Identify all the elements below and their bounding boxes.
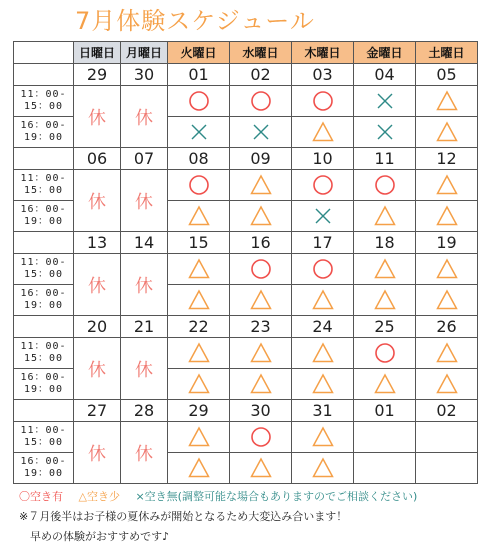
time-slot-label [14,254,74,285]
available-circle-icon [250,90,272,112]
few-left-triangle-icon [436,90,458,112]
few-left-triangle-icon [250,373,272,395]
few-left-triangle-icon [436,289,458,311]
date-row-label [14,64,74,86]
availability-cell [354,254,416,285]
schedule-table [13,41,478,484]
slot-row [14,254,478,285]
legend-full: ×空き無(調整可能な場合もありますのでご相談ください) [135,490,418,503]
time-end: 19：00 [23,384,64,395]
header-row [14,42,478,64]
availability-cell [354,285,416,316]
available-circle-icon [374,342,396,364]
legend [19,488,429,504]
date-cell: 03 [292,64,354,86]
availability-cell [230,201,292,232]
availability-cell [416,338,478,369]
few-left-triangle-icon [312,457,334,479]
availability-cell [416,86,478,117]
availability-cell [354,422,416,453]
availability-cell [292,170,354,201]
full-cross-icon [188,121,210,143]
date-cell: 02 [230,64,292,86]
availability-cell [168,285,230,316]
day-header: 土曜日 [416,42,478,64]
availability-cell [416,453,478,484]
date-cell: 20 [74,316,121,338]
availability-cell [168,117,230,148]
time-start: 16：00- [20,204,67,215]
time-end: 15：00 [23,353,64,364]
time-slot-label [14,369,74,400]
full-cross-icon [374,90,396,112]
page-title: 7月体験スケジュール [75,7,315,35]
availability-cell [292,254,354,285]
date-cell: 30 [230,400,292,422]
availability-cell [168,338,230,369]
day-header: 木曜日 [292,42,354,64]
time-end: 19：00 [23,300,64,311]
date-row-label [14,148,74,170]
date-cell: 25 [354,316,416,338]
time-start: 11：00- [20,425,67,436]
day-header: 火曜日 [168,42,230,64]
closed-cell: 休 [121,422,168,484]
date-cell: 19 [416,232,478,254]
availability-cell [416,117,478,148]
day-header: 月曜日 [121,42,168,64]
date-row [14,232,478,254]
few-left-triangle-icon [250,457,272,479]
date-cell: 01 [354,400,416,422]
few-left-triangle-icon [250,174,272,196]
date-cell: 09 [230,148,292,170]
time-end: 19：00 [23,468,64,479]
few-left-triangle-icon [374,205,396,227]
availability-cell [168,369,230,400]
date-cell: 12 [416,148,478,170]
available-circle-icon [188,174,210,196]
slot-row [14,170,478,201]
time-slot-label [14,453,74,484]
day-header: 日曜日 [74,42,121,64]
closed-cell: 休 [74,170,121,232]
closed-cell: 休 [121,170,168,232]
availability-cell [354,201,416,232]
date-cell: 13 [74,232,121,254]
availability-cell [416,422,478,453]
time-slot-label [14,422,74,453]
date-cell: 10 [292,148,354,170]
few-left-triangle-icon [188,258,210,280]
availability-cell [168,201,230,232]
availability-cell [354,453,416,484]
date-cell: 24 [292,316,354,338]
note-recommend: 早めの体験がおすすめです♪ [30,530,170,543]
time-slot-label [14,170,74,201]
date-row-label [14,232,74,254]
closed-cell: 休 [74,338,121,400]
available-circle-icon [312,90,334,112]
date-cell: 01 [168,64,230,86]
date-cell: 18 [354,232,416,254]
availability-cell [230,254,292,285]
availability-cell [230,117,292,148]
available-circle-icon [250,258,272,280]
few-left-triangle-icon [250,342,272,364]
availability-cell [168,453,230,484]
time-start: 16：00- [20,288,67,299]
available-circle-icon [374,174,396,196]
few-left-triangle-icon [188,289,210,311]
date-cell: 11 [354,148,416,170]
date-row [14,148,478,170]
date-cell: 21 [121,316,168,338]
few-left-triangle-icon [436,174,458,196]
closed-cell: 休 [121,338,168,400]
availability-cell [416,170,478,201]
few-left-triangle-icon [312,342,334,364]
availability-cell [230,369,292,400]
few-left-triangle-icon [374,373,396,395]
date-cell: 08 [168,148,230,170]
date-cell: 16 [230,232,292,254]
few-left-triangle-icon [312,426,334,448]
slot-row [14,86,478,117]
availability-cell [168,170,230,201]
few-left-triangle-icon [374,289,396,311]
availability-cell [292,285,354,316]
time-slot-label [14,338,74,369]
availability-cell [230,170,292,201]
few-left-triangle-icon [250,205,272,227]
closed-cell: 休 [121,254,168,316]
time-slot-label [14,86,74,117]
few-left-triangle-icon [312,121,334,143]
date-cell: 05 [416,64,478,86]
few-left-triangle-icon [188,342,210,364]
date-cell: 27 [74,400,121,422]
time-slot-label [14,201,74,232]
date-cell: 29 [168,400,230,422]
time-start: 11：00- [20,89,67,100]
few-left-triangle-icon [250,289,272,311]
few-left-triangle-icon [188,457,210,479]
availability-cell [230,86,292,117]
availability-cell [354,170,416,201]
date-cell: 30 [121,64,168,86]
availability-cell [292,117,354,148]
date-cell: 14 [121,232,168,254]
date-cell: 22 [168,316,230,338]
few-left-triangle-icon [188,426,210,448]
few-left-triangle-icon [312,373,334,395]
date-cell: 15 [168,232,230,254]
slot-row [14,338,478,369]
time-end: 15：00 [23,269,64,280]
availability-cell [416,285,478,316]
availability-cell [416,369,478,400]
availability-cell [168,254,230,285]
header-corner [14,42,74,64]
time-start: 11：00- [20,173,67,184]
day-header: 水曜日 [230,42,292,64]
available-circle-icon [188,90,210,112]
time-start: 16：00- [20,456,67,467]
few-left-triangle-icon [436,342,458,364]
date-cell: 23 [230,316,292,338]
full-cross-icon [250,121,272,143]
time-slot-label [14,117,74,148]
availability-cell [230,285,292,316]
closed-cell: 休 [74,86,121,148]
closed-cell: 休 [121,86,168,148]
availability-cell [354,117,416,148]
few-left-triangle-icon [188,205,210,227]
time-end: 15：00 [23,437,64,448]
date-cell: 29 [74,64,121,86]
time-start: 16：00- [20,372,67,383]
time-end: 15：00 [23,185,64,196]
full-cross-icon [312,205,334,227]
time-end: 15：00 [23,101,64,112]
time-start: 11：00- [20,341,67,352]
few-left-triangle-icon [188,373,210,395]
availability-cell [230,422,292,453]
availability-cell [168,422,230,453]
date-cell: 04 [354,64,416,86]
time-slot-label [14,285,74,316]
legend-few-left: △空き少 [78,490,120,503]
date-cell: 26 [416,316,478,338]
few-left-triangle-icon [436,121,458,143]
closed-cell: 休 [74,422,121,484]
few-left-triangle-icon [312,289,334,311]
date-cell: 07 [121,148,168,170]
availability-cell [292,453,354,484]
time-end: 19：00 [23,216,64,227]
few-left-triangle-icon [374,258,396,280]
available-circle-icon [250,426,272,448]
date-row-label [14,400,74,422]
availability-cell [292,201,354,232]
availability-cell [354,86,416,117]
closed-cell: 休 [74,254,121,316]
date-cell: 02 [416,400,478,422]
available-circle-icon [312,258,334,280]
availability-cell [354,338,416,369]
few-left-triangle-icon [436,205,458,227]
date-row-label [14,316,74,338]
day-header: 金曜日 [354,42,416,64]
time-end: 19：00 [23,132,64,143]
availability-cell [354,369,416,400]
availability-cell [292,369,354,400]
date-row [14,316,478,338]
date-cell: 31 [292,400,354,422]
availability-cell [230,338,292,369]
date-row [14,400,478,422]
date-cell: 06 [74,148,121,170]
availability-cell [416,254,478,285]
date-cell: 17 [292,232,354,254]
availability-cell [292,422,354,453]
time-start: 16：00- [20,120,67,131]
availability-cell [292,338,354,369]
availability-cell [292,86,354,117]
available-circle-icon [312,174,334,196]
availability-cell [230,453,292,484]
note-busy: ※７月後半はお子様の夏休みが開始となるため大変込み合います！ [19,510,348,523]
few-left-triangle-icon [436,373,458,395]
availability-cell [416,201,478,232]
legend-available: 〇空き有 [19,490,63,503]
full-cross-icon [374,121,396,143]
availability-cell [168,86,230,117]
date-cell: 28 [121,400,168,422]
time-start: 11：00- [20,257,67,268]
slot-row [14,422,478,453]
date-row [14,64,478,86]
few-left-triangle-icon [436,258,458,280]
